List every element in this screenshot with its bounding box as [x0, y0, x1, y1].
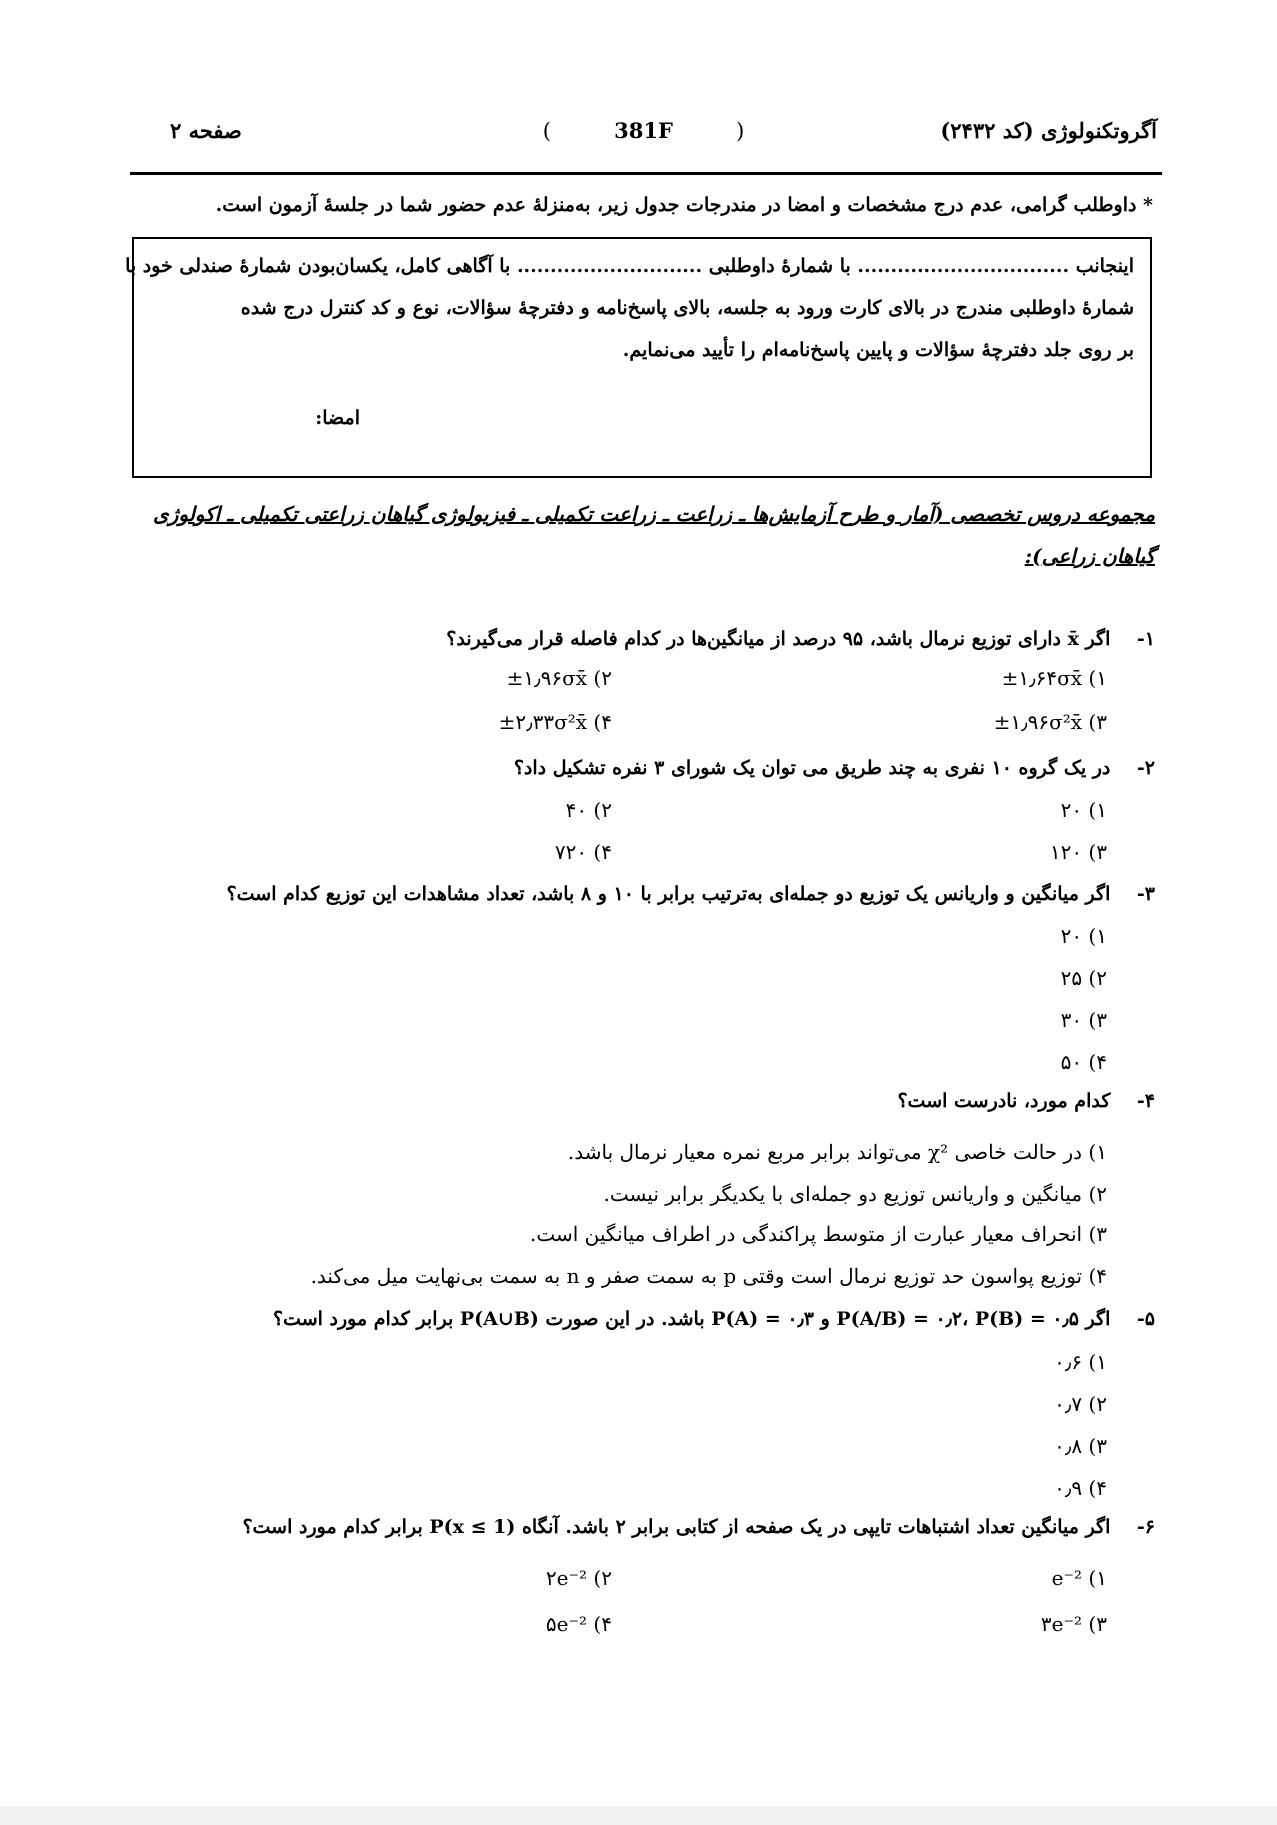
question-text: اگر میانگین تعداد اشتباهات تایپی در یک صفحه از کتابی برابر ۲ باشد. آنگاه P(x ≤ 1) برابر کدام مورد است؟ — [242, 1516, 1111, 1538]
question-number: ۱- — [1136, 628, 1155, 650]
subject-line-1: مجموعه دروس تخصصی (آمار و طرح آزمایش‌ها ـ زراعت ـ زراعت تکمیلی ـ فیزیولوژی گیاهان زراعتی تکمیلی ـ اکولوژی — [153, 502, 1155, 526]
question-4 — [897, 1090, 1155, 1112]
exam-title: آگروتکنولوژی (کد ۲۴۳۲) — [940, 118, 1157, 143]
question-3 — [227, 883, 1155, 905]
question-number: ۴- — [1136, 1090, 1155, 1112]
question-2 — [514, 757, 1155, 779]
candidate-notice: * داوطلب گرامی، عدم درج مشخصات و امضا در مندرجات جدول زیر، به‌منزلهٔ عدم حضور شما در جلسهٔ آزمون است. — [215, 194, 1153, 216]
question-5 — [273, 1308, 1155, 1330]
option-2-1: ۱) ۲۰ — [1060, 798, 1107, 822]
booklet-code-area — [130, 118, 1157, 143]
declaration-line-1: اینجانب ................................ با شمارهٔ داوطلبی ............................ با آگاهی کامل، یکسان‌بودن شمارهٔ صندلی خود با — [125, 255, 1134, 277]
header-divider — [130, 172, 1162, 175]
option-5-2: ۲) ۰٫۷ — [1054, 1392, 1107, 1416]
booklet-code: 381F — [614, 118, 673, 143]
option-1-2: ۲) ±۱٫۹۶σx̄ — [506, 666, 612, 690]
option-5-1: ۱) ۰٫۶ — [1054, 1350, 1107, 1374]
option-4-3: ۳) انحراف معیار عبارت از متوسط پراکندگی در اطراف میانگین است. — [529, 1222, 1107, 1246]
option-5-3: ۳) ۰٫۸ — [1054, 1434, 1107, 1458]
question-1 — [446, 628, 1155, 650]
option-3-4: ۴) ۵۰ — [1060, 1050, 1107, 1074]
option-4-1: ۱) در حالت خاصی χ² می‌تواند برابر مربع نمره معیار نرمال باشد. — [567, 1140, 1107, 1164]
option-2-4: ۴) ۷۲۰ — [554, 840, 612, 864]
option-3-3: ۳) ۳۰ — [1060, 1008, 1107, 1032]
page-bottom-edge — [0, 1806, 1277, 1825]
option-6-4: ۴) ۵e⁻² — [545, 1612, 612, 1636]
option-6-3: ۳) ۳e⁻² — [1040, 1612, 1107, 1636]
question-text: اگر میانگین و واریانس یک توزیع دو جمله‌ای به‌ترتیب برابر با ۱۰ و ۸ باشد، تعداد مشاهدات این توزیع کدام است؟ — [226, 883, 1111, 905]
option-3-2: ۲) ۲۵ — [1060, 966, 1107, 990]
declaration-line-3: بر روی جلد دفترچهٔ سؤالات و پایین پاسخ‌نامه‌ام را تأیید می‌نمایم. — [622, 339, 1134, 361]
question-text: در یک گروه ۱۰ نفری به چند طریق می توان یک شورای ۳ نفره تشکیل داد؟ — [513, 757, 1111, 779]
option-2-2: ۲) ۴۰ — [565, 798, 612, 822]
paren-right: ) — [736, 119, 745, 143]
page-number: صفحه ۲ — [170, 118, 242, 143]
option-2-3: ۳) ۱۲۰ — [1049, 840, 1107, 864]
question-6 — [242, 1516, 1155, 1538]
question-number: ۶- — [1136, 1516, 1155, 1538]
option-4-4: ۴) توزیع پواسون حد توزیع نرمال است وقتی p به سمت صفر و n به سمت بی‌نهایت میل می‌کند. — [310, 1264, 1107, 1288]
option-5-4: ۴) ۰٫۹ — [1054, 1476, 1107, 1500]
option-3-1: ۱) ۲۰ — [1060, 924, 1107, 948]
subject-line-2: گیاهان زراعی): — [1024, 544, 1155, 568]
option-6-1: ۱) e⁻² — [1051, 1566, 1107, 1590]
question-text: اگر x̄ دارای توزیع نرمال باشد، ۹۵ درصد از میانگین‌ها در کدام فاصله قرار می‌گیرند؟ — [446, 628, 1111, 650]
question-text: اگر P(A/B) = ۰٫۲، P(B) = ۰٫۵ و P(A) = ۰٫۳ باشد. در این صورت P(A∪B) برابر کدام مورد است؟ — [272, 1308, 1111, 1330]
option-4-2: ۲) میانگین و واریانس توزیع دو جمله‌ای با یکدیگر برابر نیست. — [603, 1182, 1107, 1206]
option-6-2: ۲) ۲e⁻² — [545, 1566, 612, 1590]
question-number: ۳- — [1136, 883, 1155, 905]
paren-left: ( — [542, 119, 551, 143]
option-1-4: ۴) ±۲٫۳۳σ²x̄ — [498, 710, 612, 734]
question-text: کدام مورد، نادرست است؟ — [897, 1090, 1111, 1112]
page-header — [130, 118, 1157, 158]
signature-label: امضا: — [315, 407, 360, 429]
question-number: ۵- — [1136, 1308, 1155, 1330]
option-1-1: ۱) ±۱٫۶۴σx̄ — [1001, 666, 1107, 690]
declaration-box — [125, 237, 1152, 478]
question-number: ۲- — [1136, 757, 1155, 779]
option-1-3: ۳) ±۱٫۹۶σ²x̄ — [993, 710, 1107, 734]
declaration-line-2: شمارهٔ داوطلبی مندرج در بالای کارت ورود به جلسه، بالای پاسخ‌نامه و دفترچهٔ سؤالات، نوع و کد کنترل درج شده — [240, 297, 1134, 319]
